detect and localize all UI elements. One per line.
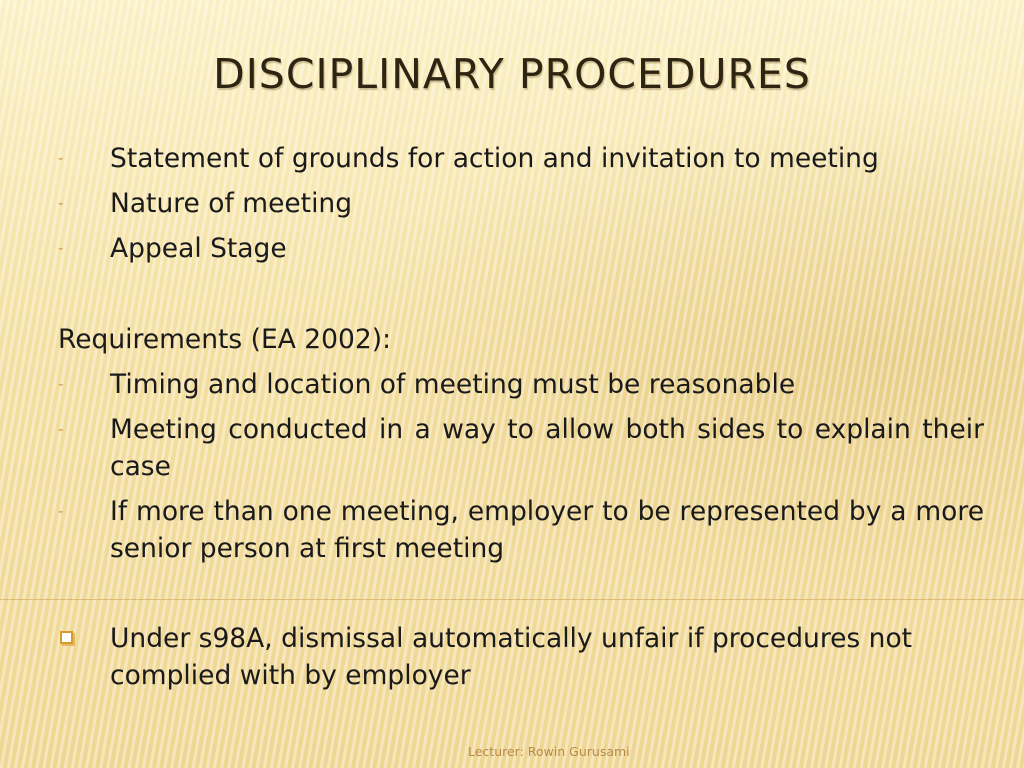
requirements-heading: Requirements (EA 2002):: [58, 324, 391, 355]
list-item-text: Statement of grounds for action and invitation to meeting: [110, 143, 879, 174]
dash-bullet: -: [58, 194, 64, 212]
dash-bullet: -: [58, 149, 64, 167]
stages-list: [58, 140, 984, 275]
list-item: [58, 140, 984, 177]
note-list: [58, 620, 984, 702]
dash-bullet: -: [58, 420, 64, 438]
dash-bullet: -: [58, 239, 64, 257]
checkbox-bullet-icon: [60, 631, 73, 644]
list-item-text: If more than one meeting, employer to be represented by a more senior person at first meeting: [110, 496, 984, 564]
divider: [0, 599, 1024, 600]
note-item: [58, 620, 984, 694]
requirements-list: [58, 366, 984, 575]
slide-title: DISCIPLINARY PROCEDURES: [213, 50, 811, 98]
list-item: [58, 185, 984, 222]
list-item-text: Meeting conducted in a way to allow both sides to explain their case: [110, 414, 984, 482]
list-item: [58, 230, 984, 267]
list-item-text: Timing and location of meeting must be reasonable: [110, 369, 796, 400]
list-item: [58, 411, 984, 485]
list-item: [58, 366, 984, 403]
list-item-text: Nature of meeting: [110, 188, 353, 219]
note-text: Under s98A, dismissal automatically unfair if procedures not complied with by employer: [110, 623, 913, 691]
dash-bullet: -: [58, 375, 64, 393]
dash-bullet: -: [58, 502, 64, 520]
list-item-text: Appeal Stage: [110, 233, 287, 264]
list-item: [58, 493, 984, 567]
footer-lecturer: Lecturer: Rowin Gurusami: [468, 744, 630, 759]
